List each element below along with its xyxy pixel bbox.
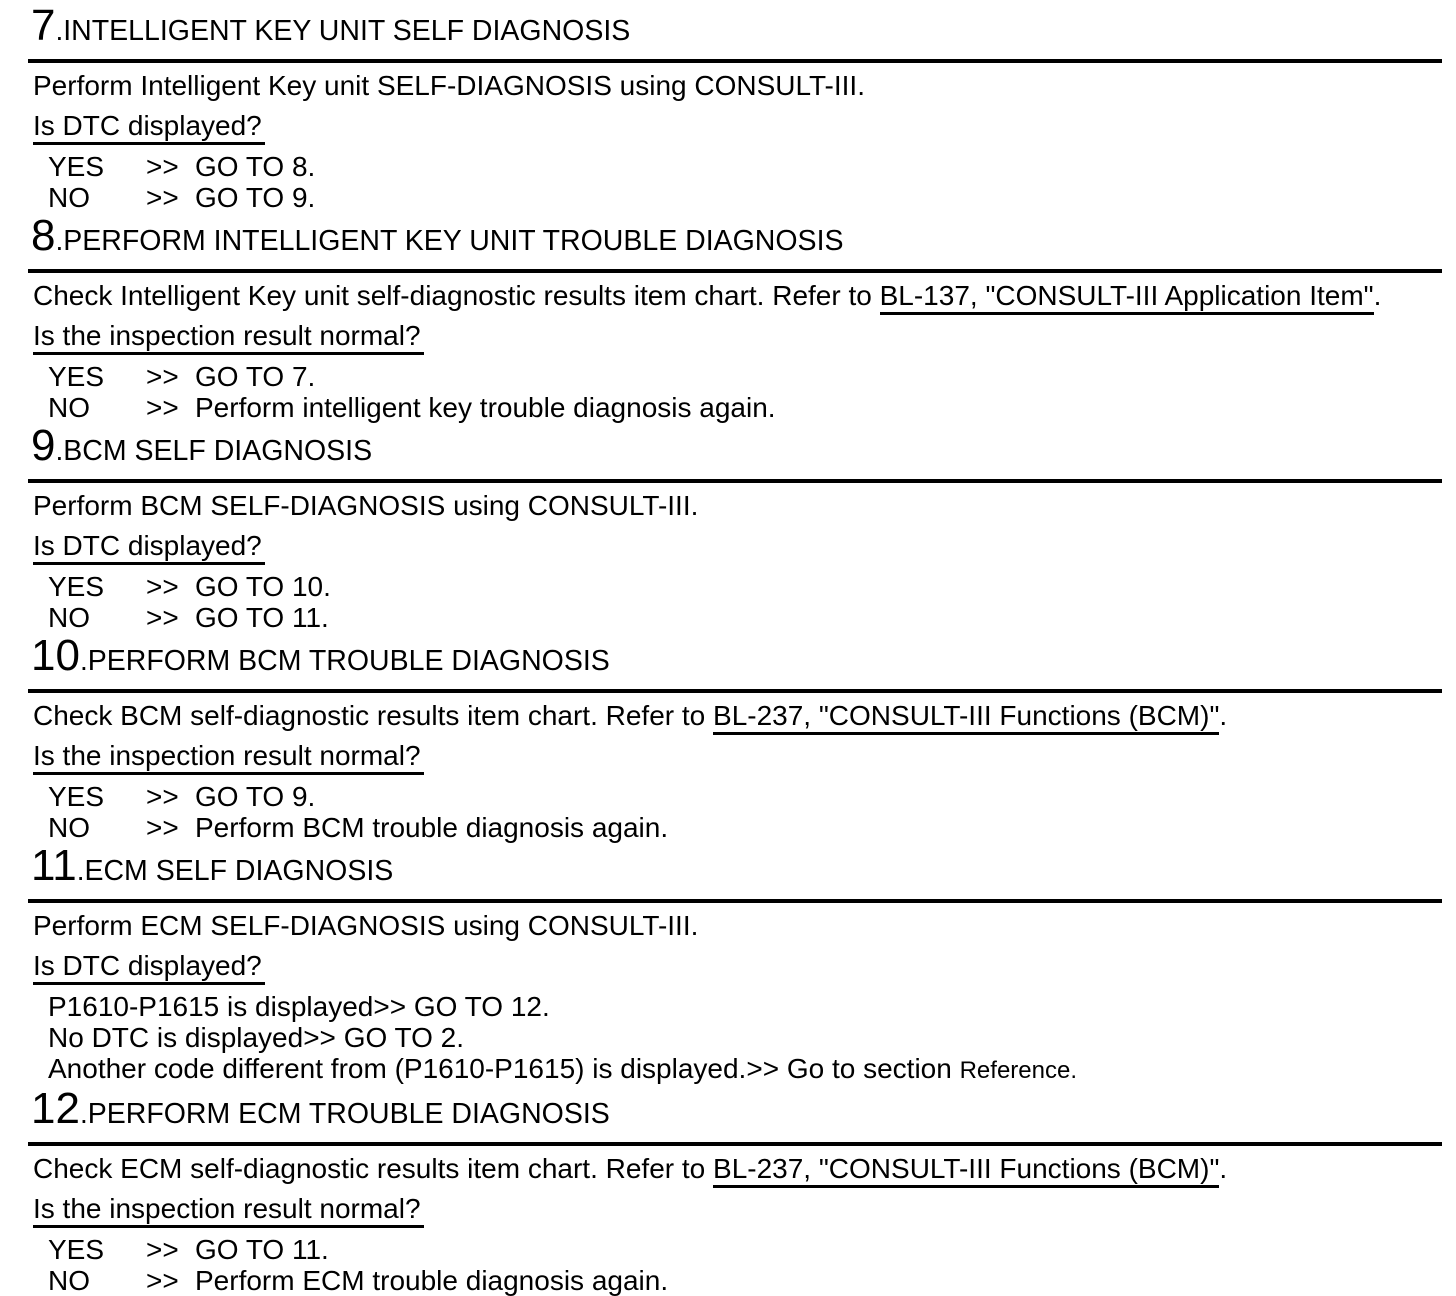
step-title: PERFORM BCM TROUBLE DIAGNOSIS — [87, 645, 610, 677]
step-section-10 — [31, 633, 1440, 843]
step-title: BCM SELF DIAGNOSIS — [63, 435, 373, 467]
step-question-line — [33, 1193, 1440, 1224]
answer-action: Perform intelligent key trouble diagnosis again. — [195, 392, 776, 423]
answer-row — [48, 392, 1440, 423]
step-instruction: Check BCM self-diagnostic results item chart. Refer to BL-237, "CONSULT-III Functions (BCM)". — [33, 700, 1440, 731]
answer-label: P1610-P1615 is displayed — [48, 991, 374, 1022]
answer-arrow-icon: >> — [146, 781, 179, 812]
step-question-line — [33, 950, 1440, 981]
step-number-separator: . — [55, 435, 64, 466]
answer-label: NO — [48, 812, 90, 843]
step-heading — [31, 213, 1440, 266]
answer-arrow-icon: >> — [146, 1234, 179, 1265]
step-heading — [31, 423, 1440, 476]
procedure-steps — [31, 3, 1440, 1296]
answer-arrow-icon: >> — [146, 361, 179, 392]
step-heading — [31, 633, 1440, 686]
step-question-line — [33, 740, 1440, 771]
step-section-11 — [31, 843, 1440, 1086]
step-number: 11 — [31, 841, 77, 890]
answer-action: GO TO 8. — [195, 151, 316, 182]
section-divider-rule — [28, 59, 1442, 63]
step-question: Is the inspection result normal? — [33, 740, 424, 775]
step-number-separator: . — [76, 855, 85, 886]
answer-row — [48, 571, 1440, 602]
answer-list — [31, 991, 1440, 1086]
step-number-separator: . — [55, 225, 64, 256]
answer-list — [31, 1234, 1440, 1296]
answer-arrow-icon: >> — [146, 812, 179, 843]
answer-row — [48, 991, 1440, 1022]
answer-label: YES — [48, 571, 105, 602]
step-title: PERFORM ECM TROUBLE DIAGNOSIS — [87, 1098, 610, 1130]
section-divider-rule — [28, 269, 1442, 273]
answer-list — [31, 781, 1440, 843]
section-divider-rule — [28, 899, 1442, 903]
step-number: 7 — [31, 1, 56, 50]
step-number: 8 — [31, 211, 56, 260]
answer-row — [48, 151, 1440, 182]
step-heading — [31, 843, 1440, 896]
answer-label: NO — [48, 1265, 90, 1296]
section-divider-rule — [28, 479, 1442, 483]
section-divider-rule — [28, 1142, 1442, 1146]
answer-row — [48, 812, 1440, 843]
answer-action: GO TO 11. — [195, 1234, 329, 1265]
step-title: ECM SELF DIAGNOSIS — [84, 855, 394, 887]
step-question: Is DTC displayed? — [33, 950, 265, 985]
answer-label: Another code different from (P1610-P1615) is displayed. — [48, 1053, 747, 1084]
answer-action: GO TO 9. — [195, 781, 316, 812]
section-divider-rule — [28, 689, 1442, 693]
answer-label: YES — [48, 361, 105, 392]
step-section-9 — [31, 423, 1440, 633]
step-heading — [31, 3, 1440, 56]
step-title: INTELLIGENT KEY UNIT SELF DIAGNOSIS — [63, 15, 631, 47]
step-heading — [31, 1086, 1440, 1139]
step-section-7 — [31, 3, 1440, 213]
step-question: Is DTC displayed? — [33, 530, 265, 565]
answer-label: YES — [48, 781, 105, 812]
answer-arrow-icon: >> — [146, 392, 179, 423]
step-question-line — [33, 530, 1440, 561]
answer-arrow-icon: >> — [303, 1022, 336, 1053]
answer-row — [48, 602, 1440, 633]
answer-row — [48, 182, 1440, 213]
reference-link[interactable]: BL-237, "CONSULT-III Functions (BCM)" — [713, 1153, 1219, 1188]
step-instruction: Check Intelligent Key unit self-diagnostic results item chart. Refer to BL-137, "CONSULT-III Application Item". — [33, 280, 1440, 311]
answer-arrow-icon: >> — [146, 602, 179, 633]
answer-label: No DTC is displayed — [48, 1022, 304, 1053]
step-number: 9 — [31, 421, 56, 470]
answer-label: NO — [48, 602, 90, 633]
answer-action: Perform ECM trouble diagnosis again. — [195, 1265, 669, 1296]
answer-action: Go to section — [786, 1053, 952, 1084]
step-instruction: Perform Intelligent Key unit SELF-DIAGNOSIS using CONSULT-III. — [33, 70, 865, 101]
step-instruction: Perform BCM SELF-DIAGNOSIS using CONSULT-III. — [33, 490, 699, 521]
answer-arrow-icon: >> — [373, 991, 407, 1022]
reference-name: Reference. — [959, 1057, 1077, 1084]
answer-label: NO — [48, 392, 90, 423]
answer-row — [48, 361, 1440, 392]
answer-row — [48, 781, 1440, 812]
answer-label: YES — [48, 151, 105, 182]
document-page — [31, 3, 1440, 1296]
step-question-line — [33, 110, 1440, 141]
answer-action: Perform BCM trouble diagnosis again. — [195, 812, 669, 843]
step-section-8 — [31, 213, 1440, 423]
answer-row — [48, 1265, 1440, 1296]
answer-action: GO TO 7. — [195, 361, 316, 392]
step-number-separator: . — [79, 1098, 88, 1129]
answer-arrow-icon: >> — [146, 151, 179, 182]
answer-arrow-icon: >> — [146, 571, 179, 602]
step-instruction: Perform ECM SELF-DIAGNOSIS using CONSULT-III. — [33, 910, 699, 941]
answer-list — [31, 151, 1440, 213]
answer-list — [31, 571, 1440, 633]
answer-row — [48, 1022, 1440, 1053]
step-number-separator: . — [55, 15, 64, 46]
step-number-separator: . — [79, 645, 88, 676]
answer-list — [31, 361, 1440, 423]
answer-row — [48, 1053, 1440, 1086]
step-instruction: Check ECM self-diagnostic results item chart. Refer to BL-237, "CONSULT-III Functions (BCM)". — [33, 1153, 1440, 1184]
step-question: Is the inspection result normal? — [33, 1193, 424, 1228]
answer-action: GO TO 10. — [195, 571, 331, 602]
answer-arrow-icon: >> — [746, 1053, 780, 1084]
step-question: Is the inspection result normal? — [33, 320, 424, 355]
answer-label: YES — [48, 1234, 105, 1265]
answer-action: GO TO 12. — [413, 991, 550, 1022]
reference-link[interactable]: BL-137, "CONSULT-III Application Item" — [880, 280, 1374, 315]
answer-arrow-icon: >> — [146, 1265, 179, 1296]
step-question: Is DTC displayed? — [33, 110, 265, 145]
answer-action: GO TO 11. — [195, 602, 329, 633]
answer-label: NO — [48, 182, 90, 213]
reference-link[interactable]: BL-237, "CONSULT-III Functions (BCM)" — [713, 700, 1219, 735]
step-title: PERFORM INTELLIGENT KEY UNIT TROUBLE DIAGNOSIS — [63, 225, 844, 257]
step-number: 12 — [31, 1084, 80, 1133]
step-section-12 — [31, 1086, 1440, 1296]
step-question-line — [33, 320, 1440, 351]
answer-row — [48, 1234, 1440, 1265]
step-number: 10 — [31, 631, 80, 680]
answer-action: GO TO 9. — [195, 182, 316, 213]
answer-arrow-icon: >> — [146, 182, 179, 213]
answer-action: GO TO 2. — [343, 1022, 465, 1053]
